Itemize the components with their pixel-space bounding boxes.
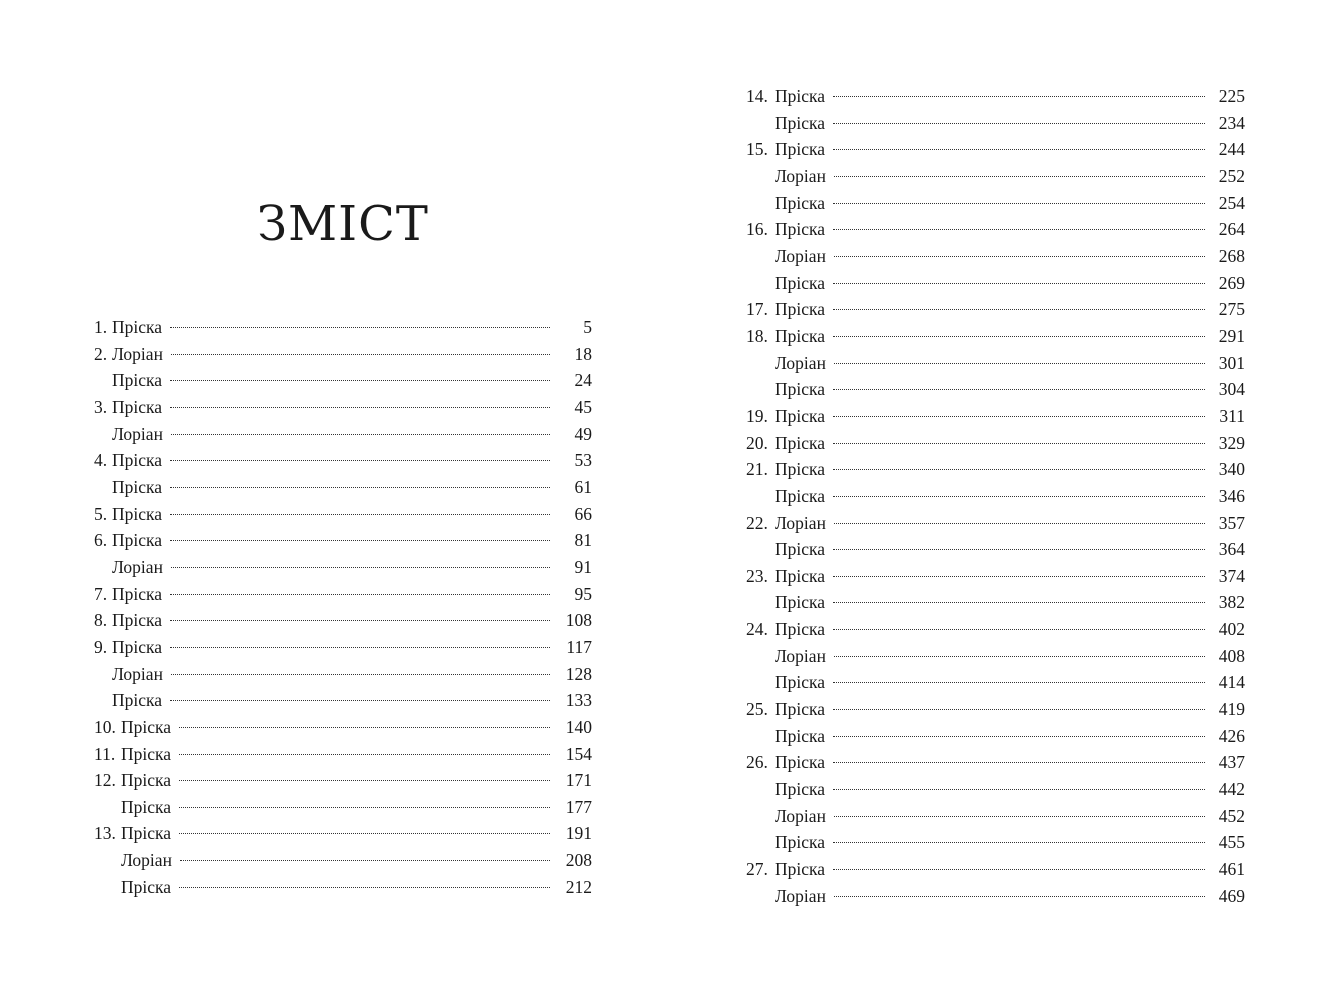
toc-entry-number: 20. bbox=[746, 432, 768, 453]
toc-entry-number: 7. bbox=[94, 583, 108, 604]
toc-entry-page-number: 291 bbox=[1218, 325, 1245, 346]
toc-entry-label: Пріска bbox=[775, 459, 826, 480]
toc-entry-page-number: 177 bbox=[565, 796, 592, 817]
toc-entry-page-number: 329 bbox=[1218, 432, 1245, 453]
toc-entry-page-number: 304 bbox=[1218, 379, 1245, 400]
toc-entry-label: Пріска bbox=[775, 112, 826, 133]
toc-entry-label: Пріска bbox=[121, 876, 172, 897]
toc-dot-leader bbox=[833, 336, 1205, 337]
toc-dot-leader bbox=[171, 674, 550, 675]
toc-entry-page-number: 254 bbox=[1218, 192, 1245, 213]
toc-entry-number: 13. bbox=[94, 823, 116, 844]
toc-entry bbox=[746, 83, 1245, 110]
toc-entry-label: Пріска bbox=[775, 832, 826, 853]
toc-entry-page-number: 455 bbox=[1218, 832, 1245, 853]
toc-list-right bbox=[746, 83, 1245, 909]
toc-entry bbox=[746, 163, 1245, 190]
toc-entry-number: 14. bbox=[746, 86, 768, 106]
toc-entry-page-number: 208 bbox=[565, 850, 592, 871]
toc-dot-leader bbox=[170, 327, 550, 328]
toc-dot-leader bbox=[833, 416, 1205, 417]
toc-entry-number: 18. bbox=[746, 325, 768, 346]
toc-dot-leader bbox=[170, 540, 550, 541]
toc-entry-label: Пріска bbox=[775, 272, 826, 293]
toc-entry-page-number: 91 bbox=[574, 556, 592, 577]
toc-entry-page-number: 357 bbox=[1218, 512, 1245, 533]
toc-entry-label: Пріска bbox=[121, 823, 172, 844]
toc-entry bbox=[94, 820, 592, 847]
toc-entry-page-number: 61 bbox=[574, 476, 592, 497]
toc-entry bbox=[746, 803, 1245, 830]
toc-entry-page-number: 244 bbox=[1218, 139, 1245, 160]
toc-entry bbox=[746, 110, 1245, 137]
toc-entry bbox=[746, 723, 1245, 750]
toc-dot-leader bbox=[834, 896, 1205, 897]
right-page bbox=[746, 0, 1245, 1000]
toc-entry-label: Пріска bbox=[112, 503, 163, 524]
toc-entry bbox=[746, 430, 1245, 457]
toc-entry-label: Лоріан bbox=[112, 423, 163, 444]
toc-entry bbox=[94, 394, 592, 421]
toc-entry bbox=[94, 527, 592, 554]
toc-entry-page-number: 374 bbox=[1218, 565, 1245, 586]
toc-entry-label: Пріска bbox=[121, 743, 172, 764]
toc-entry bbox=[94, 447, 592, 474]
toc-dot-leader bbox=[180, 860, 550, 861]
toc-entry bbox=[746, 829, 1245, 856]
toc-entry-label: Пріска bbox=[112, 476, 163, 497]
toc-dot-leader bbox=[833, 309, 1205, 310]
toc-entry bbox=[746, 376, 1245, 403]
toc-entry-number: 16. bbox=[746, 219, 768, 240]
toc-entry bbox=[94, 741, 592, 768]
toc-entry-page-number: 154 bbox=[565, 743, 592, 764]
toc-entry-page-number: 95 bbox=[574, 583, 592, 604]
toc-entry-page-number: 128 bbox=[565, 663, 592, 684]
toc-dot-leader bbox=[834, 816, 1205, 817]
toc-dot-leader bbox=[833, 203, 1205, 204]
toc-entry bbox=[746, 669, 1245, 696]
toc-entry bbox=[746, 776, 1245, 803]
toc-dot-leader bbox=[833, 496, 1205, 497]
toc-entry bbox=[94, 634, 592, 661]
toc-entry-label: Пріска bbox=[775, 699, 826, 720]
toc-entry-number: 26. bbox=[746, 752, 768, 773]
toc-entry-label: Пріска bbox=[775, 192, 826, 213]
toc-entry-page-number: 191 bbox=[565, 823, 592, 844]
toc-entry-page-number: 402 bbox=[1218, 619, 1245, 640]
toc-entry-label: Пріска bbox=[775, 779, 826, 800]
toc-dot-leader bbox=[170, 620, 550, 621]
toc-entry-label: Пріска bbox=[775, 139, 826, 160]
toc-entry-page-number: 18 bbox=[574, 343, 592, 364]
toc-entry bbox=[746, 536, 1245, 563]
toc-entry-page-number: 234 bbox=[1218, 112, 1245, 133]
toc-entry bbox=[746, 243, 1245, 270]
toc-entry bbox=[94, 687, 592, 714]
toc-entry-page-number: 264 bbox=[1218, 219, 1245, 240]
toc-entry bbox=[94, 314, 592, 341]
toc-entry-number: 22. bbox=[746, 512, 768, 533]
toc-entry-number: 2. bbox=[94, 343, 108, 364]
toc-entry bbox=[94, 581, 592, 608]
toc-entry-page-number: 301 bbox=[1218, 352, 1245, 373]
toc-entry bbox=[94, 474, 592, 501]
toc-entry-number: 11. bbox=[94, 743, 116, 764]
toc-entry-label: Пріска bbox=[112, 583, 163, 604]
toc-entry-label: Пріска bbox=[112, 396, 163, 417]
toc-entry bbox=[94, 794, 592, 821]
toc-entry bbox=[746, 296, 1245, 323]
toc-entry bbox=[94, 554, 592, 581]
toc-dot-leader bbox=[834, 176, 1205, 177]
toc-entry-label: Лоріан bbox=[775, 512, 826, 533]
toc-entry-page-number: 269 bbox=[1218, 272, 1245, 293]
toc-dot-leader bbox=[833, 762, 1205, 763]
toc-dot-leader bbox=[179, 754, 550, 755]
toc-entry bbox=[746, 883, 1245, 910]
toc-entry-label: Лоріан bbox=[775, 885, 826, 906]
toc-entry bbox=[746, 350, 1245, 377]
toc-dot-leader bbox=[833, 602, 1205, 603]
toc-dot-leader bbox=[833, 576, 1205, 577]
toc-entry-label: Лоріан bbox=[112, 556, 163, 577]
toc-entry-label: Пріска bbox=[112, 690, 163, 711]
toc-entry-label: Пріска bbox=[112, 317, 163, 337]
toc-entry-page-number: 108 bbox=[565, 610, 592, 631]
toc-dot-leader bbox=[170, 700, 550, 701]
toc-dot-leader bbox=[170, 514, 550, 515]
toc-dot-leader bbox=[833, 736, 1205, 737]
toc-entry-label: Пріска bbox=[775, 752, 826, 773]
toc-entry-page-number: 45 bbox=[574, 396, 592, 417]
toc-entry bbox=[746, 563, 1245, 590]
toc-dot-leader bbox=[171, 354, 550, 355]
toc-entry-number: 25. bbox=[746, 699, 768, 720]
toc-entry-page-number: 426 bbox=[1218, 725, 1245, 746]
toc-entry bbox=[746, 510, 1245, 537]
toc-entry bbox=[94, 767, 592, 794]
toc-dot-leader bbox=[833, 842, 1205, 843]
toc-entry-page-number: 252 bbox=[1218, 165, 1245, 186]
toc-entry-label: Пріска bbox=[775, 672, 826, 693]
left-page bbox=[94, 0, 592, 1000]
toc-dot-leader bbox=[834, 523, 1205, 524]
toc-entry-page-number: 117 bbox=[566, 636, 592, 657]
toc-dot-leader bbox=[179, 887, 550, 888]
toc-entry-label: Пріска bbox=[775, 219, 826, 240]
toc-entry-label: Лоріан bbox=[775, 245, 826, 266]
toc-entry-label: Лоріан bbox=[112, 343, 163, 364]
toc-entry-page-number: 225 bbox=[1218, 86, 1245, 106]
toc-entry-label: Пріска bbox=[775, 619, 826, 640]
toc-dot-leader bbox=[170, 647, 550, 648]
toc-entry-number: 23. bbox=[746, 565, 768, 586]
toc-dot-leader bbox=[833, 123, 1205, 124]
toc-dot-leader bbox=[170, 594, 550, 595]
toc-entry-page-number: 140 bbox=[565, 716, 592, 737]
toc-entry-label: Лоріан bbox=[775, 805, 826, 826]
toc-entry-page-number: 311 bbox=[1219, 405, 1245, 426]
toc-entry-number: 5. bbox=[94, 503, 108, 524]
toc-entry-page-number: 53 bbox=[574, 450, 592, 471]
toc-dot-leader bbox=[834, 256, 1205, 257]
toc-entry bbox=[94, 501, 592, 528]
toc-entry bbox=[746, 136, 1245, 163]
toc-entry-number: 15. bbox=[746, 139, 768, 160]
toc-entry-page-number: 171 bbox=[565, 770, 592, 791]
toc-entry bbox=[746, 403, 1245, 430]
toc-entry-label: Пріска bbox=[121, 716, 172, 737]
toc-entry-page-number: 5 bbox=[583, 317, 592, 337]
toc-dot-leader bbox=[179, 833, 550, 834]
toc-entry bbox=[94, 367, 592, 394]
toc-entry-page-number: 452 bbox=[1218, 805, 1245, 826]
toc-entry-label: Пріска bbox=[775, 539, 826, 560]
toc-entry-number: 8. bbox=[94, 610, 108, 631]
toc-entry bbox=[94, 341, 592, 368]
toc-entry bbox=[94, 661, 592, 688]
toc-entry-label: Пріска bbox=[775, 299, 826, 320]
toc-entry-number: 6. bbox=[94, 530, 108, 551]
toc-entry bbox=[746, 856, 1245, 883]
toc-dot-leader bbox=[171, 434, 550, 435]
toc-entry-number: 9. bbox=[94, 636, 108, 657]
toc-entry-label: Пріска bbox=[112, 636, 163, 657]
toc-entry-label: Пріска bbox=[775, 325, 826, 346]
toc-entry bbox=[746, 749, 1245, 776]
toc-entry-page-number: 81 bbox=[574, 530, 592, 551]
toc-dot-leader bbox=[179, 780, 550, 781]
toc-entry-label: Пріска bbox=[775, 725, 826, 746]
toc-dot-leader bbox=[833, 709, 1205, 710]
toc-dot-leader bbox=[834, 363, 1205, 364]
toc-list-left bbox=[94, 314, 592, 900]
toc-entry-page-number: 461 bbox=[1218, 859, 1245, 880]
toc-entry-page-number: 469 bbox=[1218, 885, 1245, 906]
toc-entry-number: 1. bbox=[94, 317, 108, 337]
toc-dot-leader bbox=[833, 549, 1205, 550]
toc-dot-leader bbox=[833, 469, 1205, 470]
toc-entry-label: Пріска bbox=[775, 432, 826, 453]
toc-entry-number: 4. bbox=[94, 450, 108, 471]
toc-entry bbox=[746, 643, 1245, 670]
toc-dot-leader bbox=[170, 487, 550, 488]
toc-entry bbox=[746, 616, 1245, 643]
toc-entry bbox=[746, 696, 1245, 723]
toc-entry bbox=[94, 607, 592, 634]
toc-dot-leader bbox=[170, 460, 550, 461]
toc-entry-page-number: 275 bbox=[1218, 299, 1245, 320]
toc-entry-page-number: 419 bbox=[1218, 699, 1245, 720]
toc-dot-leader bbox=[833, 629, 1205, 630]
toc-entry bbox=[746, 483, 1245, 510]
toc-dot-leader bbox=[833, 96, 1205, 97]
toc-entry-number: 24. bbox=[746, 619, 768, 640]
toc-entry bbox=[746, 589, 1245, 616]
toc-dot-leader bbox=[833, 389, 1205, 390]
toc-dot-leader bbox=[833, 229, 1205, 230]
toc-entry-label: Пріска bbox=[775, 86, 826, 106]
toc-entry bbox=[94, 847, 592, 874]
toc-entry-label: Лоріан bbox=[121, 850, 172, 871]
toc-entry-label: Пріска bbox=[775, 379, 826, 400]
toc-entry-label: Пріска bbox=[112, 610, 163, 631]
toc-entry-page-number: 212 bbox=[565, 876, 592, 897]
toc-entry-page-number: 382 bbox=[1218, 592, 1245, 613]
toc-dot-leader bbox=[170, 407, 550, 408]
toc-entry-number: 10. bbox=[94, 716, 116, 737]
toc-entry-label: Пріска bbox=[112, 370, 163, 391]
toc-entry-page-number: 66 bbox=[574, 503, 592, 524]
toc-entry-label: Пріска bbox=[121, 796, 172, 817]
toc-entry-label: Пріска bbox=[112, 530, 163, 551]
toc-dot-leader bbox=[179, 807, 550, 808]
toc-entry-page-number: 442 bbox=[1218, 779, 1245, 800]
toc-entry-label: Лоріан bbox=[775, 352, 826, 373]
toc-entry-page-number: 340 bbox=[1218, 459, 1245, 480]
toc-dot-leader bbox=[833, 283, 1205, 284]
toc-entry-label: Лоріан bbox=[775, 165, 826, 186]
toc-dot-leader bbox=[833, 869, 1205, 870]
toc-entry-page-number: 346 bbox=[1218, 485, 1245, 506]
toc-entry-page-number: 268 bbox=[1218, 245, 1245, 266]
toc-entry-label: Пріска bbox=[775, 485, 826, 506]
toc-entry-label: Пріска bbox=[775, 592, 826, 613]
toc-entry bbox=[746, 216, 1245, 243]
toc-entry-label: Пріска bbox=[121, 770, 172, 791]
toc-dot-leader bbox=[171, 567, 550, 568]
toc-entry bbox=[94, 874, 592, 901]
toc-entry-page-number: 133 bbox=[565, 690, 592, 711]
toc-dot-leader bbox=[170, 380, 550, 381]
toc-dot-leader bbox=[179, 727, 550, 728]
toc-entry bbox=[746, 456, 1245, 483]
toc-entry-label: Лоріан bbox=[112, 663, 163, 684]
toc-dot-leader bbox=[833, 443, 1205, 444]
toc-entry-label: Лоріан bbox=[775, 645, 826, 666]
toc-entry-number: 27. bbox=[746, 859, 768, 880]
toc-dot-leader bbox=[833, 682, 1205, 683]
toc-entry-label: Пріска bbox=[775, 405, 826, 426]
toc-entry-label: Пріска bbox=[112, 450, 163, 471]
toc-entry bbox=[746, 190, 1245, 217]
toc-entry-page-number: 364 bbox=[1218, 539, 1245, 560]
page-title: ЗМІСТ bbox=[257, 196, 429, 252]
toc-entry bbox=[94, 714, 592, 741]
toc-entry-label: Пріска bbox=[775, 859, 826, 880]
toc-entry-page-number: 49 bbox=[574, 423, 592, 444]
toc-entry bbox=[94, 421, 592, 448]
toc-dot-leader bbox=[833, 789, 1205, 790]
toc-entry bbox=[746, 270, 1245, 297]
toc-entry bbox=[746, 323, 1245, 350]
toc-dot-leader bbox=[833, 149, 1205, 150]
toc-entry-number: 19. bbox=[746, 405, 768, 426]
toc-entry-page-number: 408 bbox=[1218, 645, 1245, 666]
toc-entry-page-number: 414 bbox=[1218, 672, 1245, 693]
toc-entry-number: 3. bbox=[94, 396, 108, 417]
toc-entry-number: 17. bbox=[746, 299, 768, 320]
toc-entry-number: 12. bbox=[94, 770, 116, 791]
toc-entry-page-number: 24 bbox=[574, 370, 592, 391]
toc-entry-label: Пріска bbox=[775, 565, 826, 586]
toc-entry-page-number: 437 bbox=[1218, 752, 1245, 773]
toc-entry-number: 21. bbox=[746, 459, 768, 480]
toc-dot-leader bbox=[834, 656, 1205, 657]
